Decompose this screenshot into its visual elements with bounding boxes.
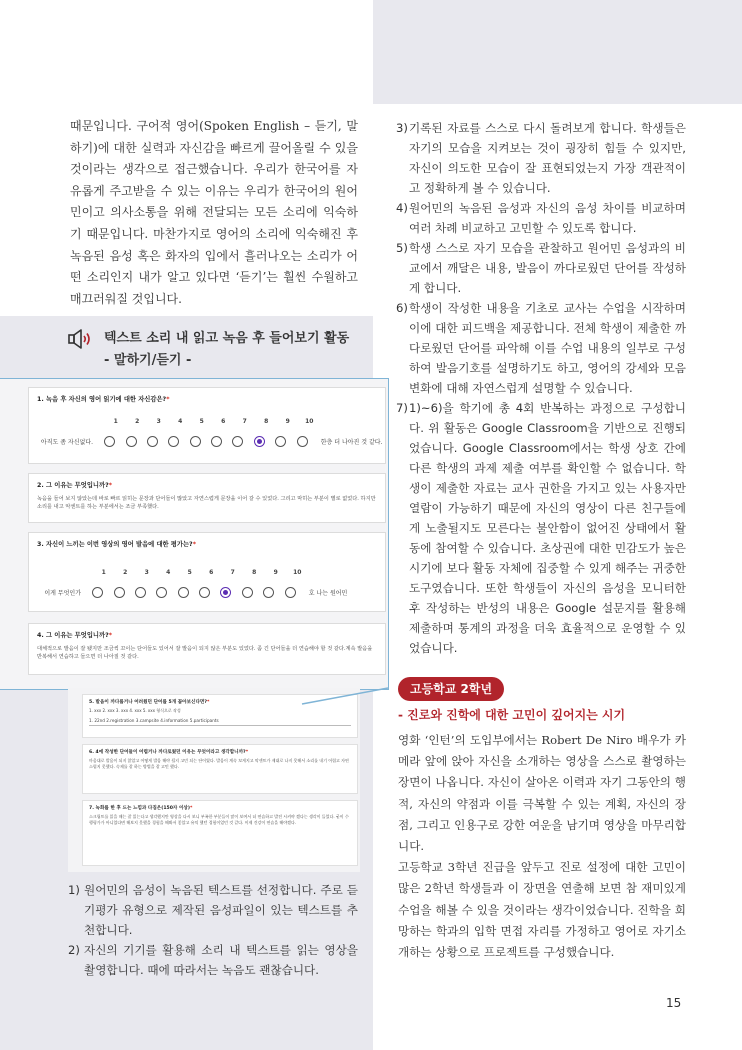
radio-group — [87, 587, 301, 598]
survey-question-4 — [28, 623, 386, 675]
scale-numbers: 1 2 3 4 5 6 7 8 9 10 — [101, 569, 302, 576]
section-subtitle: - 진로와 진학에 대한 고민이 깊어지는 시기 — [398, 708, 626, 722]
radio-option-2[interactable] — [126, 436, 137, 447]
scale-left-label: 이게 무엇인가 — [44, 590, 81, 597]
survey-question-6 — [82, 744, 358, 794]
scale-left-label: 아직도 좀 자신없다. — [40, 439, 93, 446]
radio-option-10[interactable] — [285, 587, 296, 598]
radio-option-1[interactable] — [92, 587, 103, 598]
radio-option-4[interactable] — [156, 587, 167, 598]
page-number: 15 — [666, 996, 682, 1010]
survey-question-3 — [28, 532, 386, 612]
lead-paragraph: 때문입니다. 구어적 영어(Spoken English – 듣기, 말하기)에 대한 실력과 자신감을 빠르게 끌어올릴 수 있을 것이라는 생각으로 접근했습니다. 우리가 한국어를 자유롭게 주고받을 수 있는 이유는 우리가 한국어의 원어민이고 의사소통을 위해 전달되는 모든 소리에 익숙하기 때문입니다. 마찬가지로 영어의 소리에 익숙해진 후 녹음된 음성 혹은 화자의 입에서 흘러나오는 소리가 어떤 소리인지 내가 알고 있다면 ‘듣기’는 훨씬 수월하고 매끄러워질 것입니다. — [70, 119, 358, 306]
answer-text: 대체적으로 발음이 잘 됐지만 조금씩 꼬이는 단어들도 있어서 잘 발음이 되지 않은 부분도 있었다. 좀 긴 단어들을 더 연습해야 할 것 같다.계속 발음을 반복해서 연습하고 들으면 더 나아질 것 같다. — [37, 646, 373, 660]
question-hint: 1. xxx 2. xxx 3. xxx 4. xxx 5. xxx 형식으로 작성 — [89, 708, 181, 713]
scale-row — [29, 436, 382, 447]
radio-option-9[interactable] — [275, 436, 286, 447]
list-item: 1) 원어민의 음성이 녹음된 텍스트를 선정합니다. 주로 듣기평가 유형으로 제작된 음성파일이 있는 텍스트를 추천합니다. — [68, 883, 358, 937]
radio-option-3[interactable] — [135, 587, 146, 598]
radio-group — [99, 436, 313, 447]
scale-right-label: 호 나는 원어민 — [308, 590, 348, 597]
radio-option-7[interactable] — [220, 587, 231, 598]
question-title: 2. 그 이유는 무엇입니까?* — [37, 482, 113, 489]
survey-question-1 — [28, 387, 386, 464]
question-title: 4. 그 이유는 무엇입니까?* — [37, 632, 113, 639]
speaker-icon — [68, 329, 94, 349]
scale-numbers: 1 2 3 4 5 6 7 8 9 10 — [113, 418, 314, 425]
radio-option-2[interactable] — [114, 587, 125, 598]
activity-title: 텍스트 소리 내 읽고 녹음 후 들어보기 활동 — [104, 331, 350, 346]
list-item: 4) 원어민의 녹음된 음성과 자신의 음성 차이를 비교하며 여러 차례 비교하고 고민할 수 있도록 합니다. — [396, 201, 686, 235]
question-title: 5. 발음이 까다롭거나 어려웠던 단어를 5개 꼽아보신다면?* — [89, 700, 210, 705]
radio-option-8[interactable] — [254, 436, 265, 447]
answer-text: 녹음을 들어 보지 않았는데 바로 빠르 읽히는 문장과 단어들이 많았고 자연스럽게 문장을 이어 갈 수 있었다. 그리고 막히는 부분이 별로 없었다. 하지만 소리를 내고 악센트를 하는 부분에서는 조금 부족했다. — [37, 496, 376, 510]
answer-text: 1. 22nd 2.registration 3.campsite 4.information 5.participants — [89, 718, 351, 726]
section-paragraph: 영화 ‘인턴’의 도입부에서는 Robert De Niro 배우가 카메라 앞에 앉아 자신을 소개하는 영상을 스스로 촬영하는 장면이 나옵니다. 자신이 살아온 이력과 자기 그동안의 행적, 자신의 약점과 이를 극복할 수 있는 계획, 자신의 장점, 그리고 인용구로 강한 여운을 남기며 영상을 마무리합니다. — [398, 733, 686, 854]
section-body — [398, 730, 686, 963]
steps-list-left — [68, 880, 358, 980]
radio-option-5[interactable] — [190, 436, 201, 447]
survey-question-2 — [28, 473, 386, 523]
question-title: 1. 녹음 후 자신의 영어 읽기에 대한 자신감은?* — [37, 396, 170, 403]
radio-option-9[interactable] — [263, 587, 274, 598]
radio-option-8[interactable] — [242, 587, 253, 598]
scale-row — [17, 587, 347, 598]
survey-question-7 — [82, 800, 358, 866]
steps-list-right — [396, 118, 686, 658]
radio-option-1[interactable] — [104, 436, 115, 447]
list-item: 3) 기록된 자료를 스스로 다시 돌려보게 합니다. 학생들은 자기의 모습을 지켜보는 것이 굉장히 힘들 수 있지만, 자신이 의도한 모습이 잘 표현되었는지 가장 객관적이고 정확하게 볼 수 있습니다. — [396, 121, 686, 195]
radio-option-7[interactable] — [232, 436, 243, 447]
list-item: 5) 학생 스스로 자기 모습을 관찰하고 원어민 음성과의 비교에서 깨달은 내용, 발음이 까다로웠던 단어를 작성하게 합니다. — [396, 241, 686, 295]
answer-text: 스크립트를 읽을 때는 잘 읽는다고 생각했지만 영상을 다시 보니 부족한 부분들이 많이 보여서 더 연습하고 발전 시켜야 겠다는 생각이 들었다. 굳이 수행평가가 아니었다면 해보지 못했을 경험을 해봐서 좋았고 유익 했던 경험이었던 것 같다. 이제 건강이 연습을 해야겠다. — [89, 814, 349, 825]
question-title: 6. 4에 작성한 단어들이 어렵거나 까다로웠던 이유는 무엇이라고 생각합니까?* — [89, 750, 249, 755]
list-item: 7) 1)~6)을 학기에 총 4회 반복하는 과정으로 구성합니다. 위 활동은 Google Classroom을 기반으로 진행되었습니다. Google Classroom에서는 학생 상호 간에 다른 학생의 과제 제출 여부를 확인할 수 없습니다. 학생이 제출한 자료는 교사 권한을 가지고 있는 사용자만 열람이 가능하기 때문에 자신의 영상이 다른 친구들에게 노출될지도 모른다는 불안함이 없어진 상태에서 활동에 참여할 수 있습니다. 초상권에 대한 민감도가 높은 시기에 보다 활동 자체에 집중할 수 있게 해주는 귀중한 도구였습니다. 또한 학생들이 자신의 음성을 모니터한 후 작성하는 반성의 내용은 Google 설문지를 활용해 제출하며 통계의 과정을 더욱 효율적으로 운영할 수 있었습니다. — [396, 401, 686, 655]
question-title: 3. 자신이 느끼는 이번 영상의 영어 발음에 대한 평가는?* — [37, 541, 196, 548]
section-paragraph: 고등학교 3학년 진급을 앞두고 진로 설정에 대한 고민이 많은 2학년 학생들과 이 장면을 연출해 보면 참 재미있게 수업을 해볼 수 있을 것이라는 생각이었습니다. 진학을 희망하는 학과의 입학 면접 자리를 가정하고 영어로 자기소개하는 상황으로 프로젝트를 구성했습니다. — [398, 860, 686, 960]
radio-option-10[interactable] — [297, 436, 308, 447]
scale-right-label: 한층 더 나아진 것 같다. — [320, 439, 383, 446]
activity-subtitle: - 말하기/듣기 - — [104, 353, 192, 368]
survey-screenshot-small — [68, 688, 360, 872]
section-chip: 고등학교 2학년 — [398, 677, 504, 701]
list-item: 6) 학생이 작성한 내용을 기초로 교사는 수업을 시작하며 이에 대한 피드백을 제공합니다. 전체 학생이 제출한 까다로웠던 단어를 파악해 이를 수업 내용의 일부로 구성하여 발음기호를 설명하기도 하고, 영어의 강세와 모음 변화에 대해 자연스럽게 설명할 수 있습니다. — [396, 301, 686, 395]
radio-option-3[interactable] — [147, 436, 158, 447]
question-title: 7. 녹화를 한 후 드는 느낌과 다짐은(150자 이상)* — [89, 806, 193, 811]
radio-option-6[interactable] — [199, 587, 210, 598]
survey-screenshot — [0, 378, 389, 690]
callout-pointer — [300, 686, 390, 706]
radio-option-4[interactable] — [168, 436, 179, 447]
answer-text: 마음대로 발음이 되지 않았고 어떻게 발음 해야 될지 고민 되는 단어였다. 발음이 계속 꼬게지고 악센트가 제대로 나지 못해서 소리를 내기 어렵고 자연스럽지 못했다. 숙제를 잘 하는 방법을 잘 고민 했다. — [89, 758, 349, 769]
list-item: 2) 자신의 기기를 활용해 소리 내 텍스트를 읽는 영상을 촬영합니다. 때에 따라서는 녹음도 괜찮습니다. — [68, 943, 358, 977]
radio-option-6[interactable] — [211, 436, 222, 447]
radio-option-5[interactable] — [178, 587, 189, 598]
